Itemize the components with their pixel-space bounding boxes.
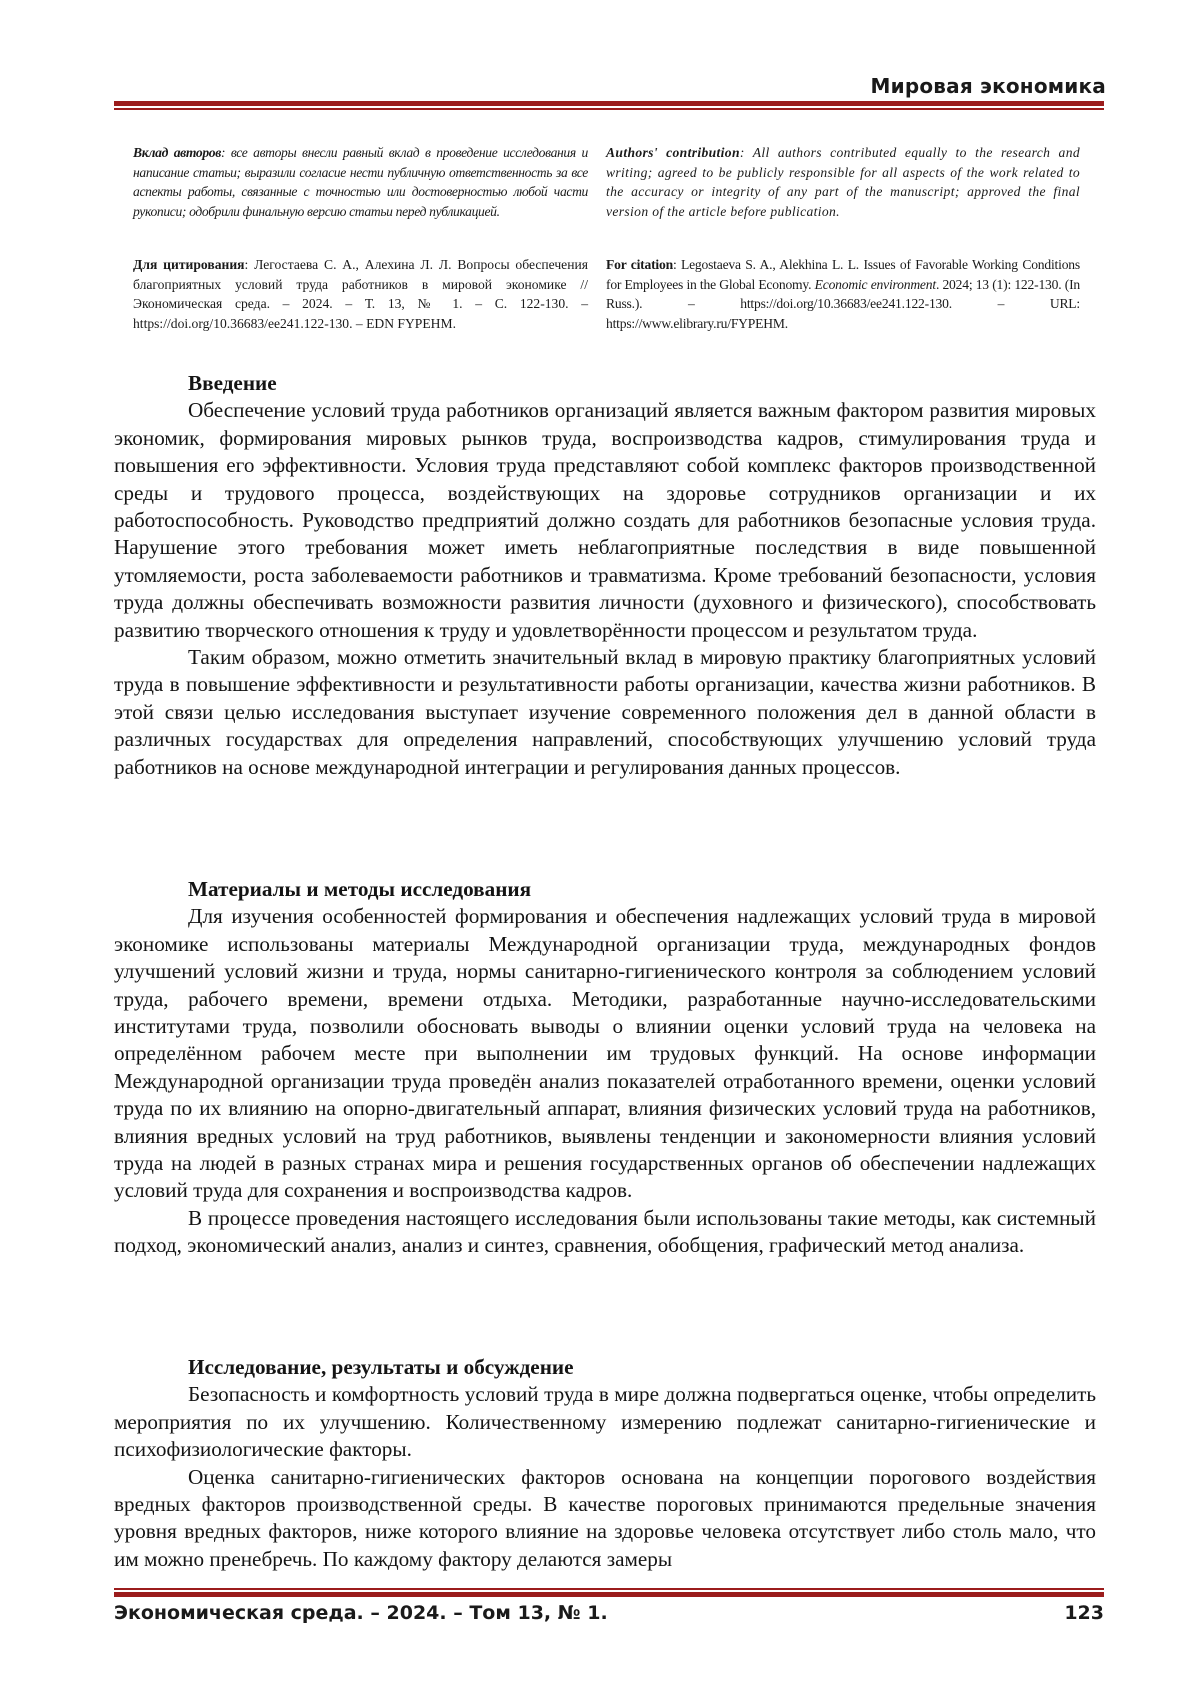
running-section-title: Мировая экономика (870, 74, 1106, 98)
authors-contribution-en-text: : All authors contributed equally to the research and writing; agreed to be publicly responsible for all aspects of the work related to the accuracy or integrity of any part of the manuscript; approved the final version of the article before publication. (606, 145, 1080, 219)
footer-journal-info: Экономическая среда. – 2024. – Том 13, № 1. (114, 1602, 608, 1624)
citation-ru-label: Для цитирования (133, 257, 245, 272)
citation-en-label: For citation (606, 257, 673, 272)
header-rule-thick (114, 101, 1104, 106)
citation-ru-text: : Легостаева С. А., Алехина Л. Л. Вопросы обеспечения благоприятных условий труда работников в мировой экономике // Экономическая среда. – 2024. – Т. 13, № 1. – С. 122-130. – https://doi.org/10.36683/ee241.122-130. – EDN FYPEHM. (133, 257, 588, 331)
citation-en-text-before: : Legostaeva S. A., Alekhina L. L. Issues of Favorable Working Conditions for Employees in the Global Economy. (606, 257, 1080, 292)
citation-en-journal: Economic environment (814, 276, 936, 292)
paragraph: В процессе проведения настоящего исследования были использованы такие методы, как системный подход, экономический анализ, анализ и синтез, сравнения, обобщения, графический метод анализа. (114, 1205, 1096, 1258)
paragraph: Таким образом, можно отметить значительный вклад в мировую практику благоприятных условий труда в повышение эффективности и результативности работы организации, качества жизни работников. В этой связи целью исследования выступает изучение современного положения дел в данной области в различных государствах для определения направлений, способствующих улучшению условий труда работников на основе международной интеграции и регулирования данных процессов. (114, 645, 1096, 779)
authors-contribution-en-label: Authors' contribution (606, 145, 740, 160)
authors-contribution-ru-text: : все авторы внесли равный вклад в проведение исследования и написание статьи; выразили согласие нести публичную ответственность за все аспекты работы, связанные с точностью или достоверностью любой части рукописи; одобрили финальную версию статьи перед публикацией. (133, 145, 588, 219)
heading-results: Исследование, результаты и обсуждение (188, 1355, 574, 1379)
section-methods (114, 876, 1096, 1260)
paragraph: Обеспечение условий труда работников организаций является важным фактором развития мировых экономик, формирования мировых рынков труда, воспроизводства кадров, стимулирования труда и повышения его эффективности. Условия труда представляют собой комплекс факторов производственной среды и трудового процесса, воздействующих на здоровье сотрудников организации и их работоспособность. Руководство предприятий должно создать для работников безопасные условия труда. Нарушение этого требования может иметь неблагоприятные последствия в виде повышенной утомляемости, роста заболеваемости работников и травматизма. Кроме требований безопасности, условия труда должны обеспечивать возможности развития личности (духовного и физического), способствовать развитию творческого отношения к труду и удовлетворённости процессом и результатом труда. (114, 398, 1096, 642)
header-rule-thin (114, 108, 1104, 110)
authors-contribution-en (606, 143, 1080, 221)
citation-en-text-after: . 2024; 13 (1): 122-130. (In Russ.). – https://doi.org/10.36683/ee241.122-130. – URL: https://www.elibrary.ru/FYPEHM. (606, 276, 1080, 331)
paragraph: Безопасность и комфортность условий труда в мире должна подвергаться оценке, чтобы определить мероприятия по их улучшению. Количественному измерению подлежат санитарно-гигиенические и психофизиологические факторы. (114, 1382, 1096, 1462)
footer-rule-thin (114, 1588, 1104, 1590)
paragraph: Оценка санитарно-гигиенических факторов основана на концепции порогового воздействия вредных факторов производственной среды. В качестве пороговых принимаются предельные значения уровня вредных факторов, ниже которого влияние на здоровье человека отсутствует либо столь мало, что им можно пренебречь. По каждому фактору делаются замеры (114, 1464, 1096, 1571)
citation-ru (133, 255, 588, 333)
citation-en (606, 255, 1080, 333)
heading-introduction: Введение (188, 371, 277, 395)
authors-contribution-ru (133, 143, 588, 221)
authors-contribution-ru-label: Вклад авторов (133, 145, 221, 160)
page-number: 123 (1064, 1602, 1104, 1624)
paragraph: Для изучения особенностей формирования и обеспечения надлежащих условий труда в мировой экономике использованы материалы Международной организации труда, международных фондов улучшений условий жизни и труда, нормы санитарно-гигиенического контроля за соблюдением условий труда, рабочего времени, времени отдыха. Методики, разработанные научно-исследовательскими институтами труда, позволили обосновать выводы о влиянии оценки условий труда на человека на определённом рабочем месте при выполнении им трудовых функций. На основе информации Международной организации труда проведён анализ показателей отработанного времени, оценки условий труда по их влиянию на опорно-двигательный аппарат, влияния физических условий труда на работников, влияния вредных условий на труд работников, выявлены тенденции и закономерности влияния условий труда на людей в разных странах мира и решения государственных органов об обеспечении надлежащих условий труда для сохранения и воспроизводства кадров. (114, 904, 1096, 1203)
section-introduction (114, 370, 1096, 781)
section-results (114, 1354, 1096, 1573)
heading-methods: Материалы и методы исследования (188, 877, 532, 901)
footer-rule-thick (114, 1592, 1104, 1597)
